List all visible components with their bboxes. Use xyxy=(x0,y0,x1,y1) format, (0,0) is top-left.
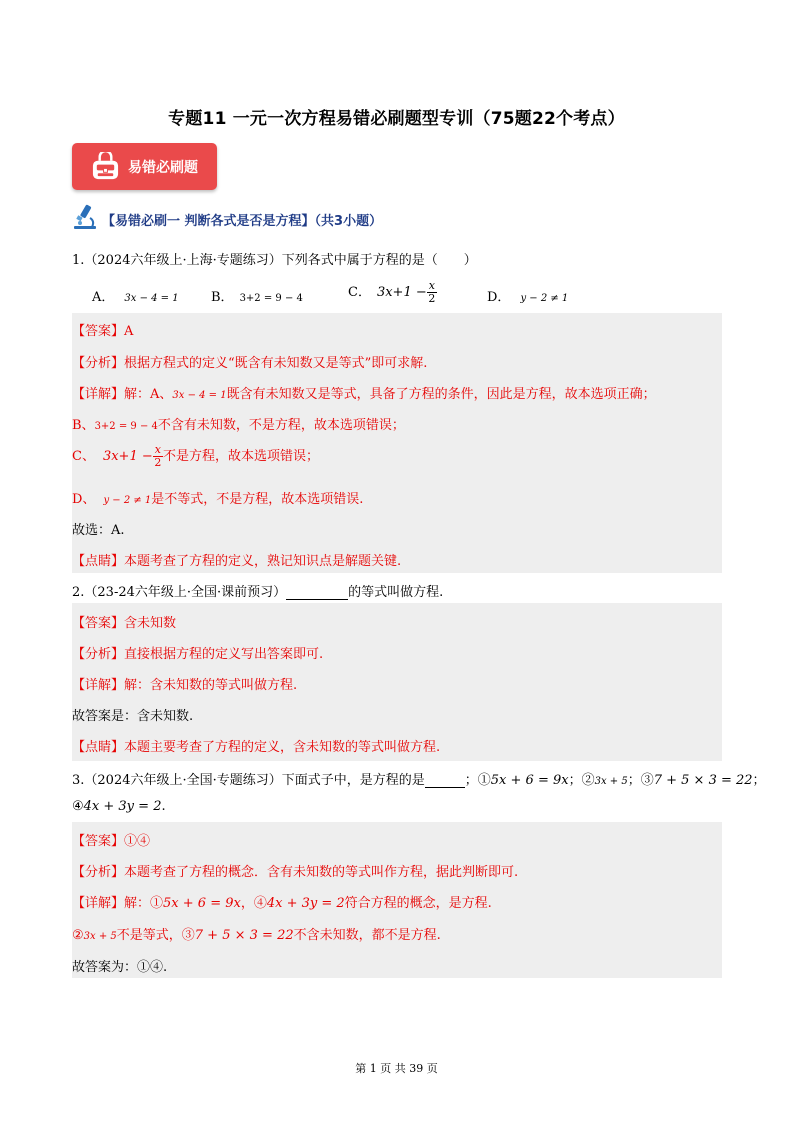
q1-answer-line: 【答案】A xyxy=(72,324,134,339)
badge-label: 易错必刷题 xyxy=(128,160,198,176)
option-c-label: C． xyxy=(348,285,371,300)
q3-answer-blank[interactable] xyxy=(425,773,465,788)
q3-answer-line: 【答案】①④ xyxy=(72,834,151,849)
q3-conclusion-line: 故答案为：①④. xyxy=(72,960,168,975)
question-1-stem: 1.（2024六年级上·上海·专题练习）下列各式中属于方程的是（ ） xyxy=(72,253,477,268)
q2-answer-blank[interactable] xyxy=(286,585,348,600)
option-b-label: B． xyxy=(211,290,234,305)
option-d-expr: y − 2 ≠ 1 xyxy=(520,293,569,304)
q1-choose-line: 故选：A. xyxy=(72,523,125,538)
section-heading-text: 【易错必刷一 判断各式是否是方程】（共3小题） xyxy=(102,214,383,229)
q2-analysis-line: 【分析】直接根据方程的定义写出答案即可. xyxy=(72,647,324,662)
q2-conclusion-line: 故答案是：含未知数. xyxy=(72,709,194,724)
q1-line-d: D、 y − 2 ≠ 1是不等式，不是方程，故本选项错误. xyxy=(72,492,364,507)
option-c-expr: 3x+1 − xyxy=(376,285,427,300)
q1-comment-line: 【点睛】本题考查了方程的定义，熟记知识点是解题关键. xyxy=(72,554,402,569)
option-d xyxy=(487,286,568,305)
question-3-stem-line-2: ④4x + 3y = 2. xyxy=(72,799,166,814)
page-title: 专题11 一元一次方程易错必刷题型专训（75题22个考点） xyxy=(168,109,625,129)
option-a xyxy=(92,286,179,305)
q2-detail-line: 【详解】解：含未知数的等式叫做方程. xyxy=(72,678,298,693)
q1-line-c-fraction: $\frac{x}{2}$ xyxy=(154,443,162,469)
q2-answer-line: 【答案】含未知数 xyxy=(72,616,177,631)
q1-detail-line: 【详解】解：A、3x − 4 = 1既含有未知数又是等式，具备了方程的条件，因此是方程，故本选项正确； xyxy=(72,387,656,402)
page-number: 第 1 页 共 39 页 xyxy=(355,1062,438,1075)
option-b-expr: 3+2 = 9 − 4 xyxy=(239,293,303,304)
option-a-expr: 3x − 4 = 1 xyxy=(124,293,179,304)
question-2-stem: 2.（23-24六年级上·全国·课前预习） 的等式叫做方程. xyxy=(72,585,444,600)
option-b xyxy=(211,286,303,305)
question-3-stem: 3.（2024六年级上·全国·专题练习）下面式子中，是方程的是 ；①5x + 6 = 9x；②3x + 5；③7 + 5 × 3 = 22； xyxy=(72,773,766,788)
schoolbag-icon xyxy=(91,152,120,181)
q1-line-b: B、3+2 = 9 − 4不含有未知数，不是方程，故本选项错误； xyxy=(72,418,405,433)
error-prone-badge xyxy=(72,143,217,190)
option-d-label: D． xyxy=(487,290,511,305)
q2-comment-line: 【点睛】本题主要考查了方程的定义，含未知数的等式叫做方程. xyxy=(72,740,441,755)
q3-detail-line: 【详解】解：①5x + 6 = 9x，④4x + 3y = 2符合方程的概念，是方程. xyxy=(72,896,492,911)
q3-line-2: ②3x + 5不是等式，③7 + 5 × 3 = 22不含未知数，都不是方程. xyxy=(72,928,441,943)
microscope-icon xyxy=(72,203,98,231)
q1-line-c: C、 3x+1 − $\frac{x}{2}$ 不是方程，故本选项错误； xyxy=(72,443,319,469)
option-a-label: A． xyxy=(92,290,115,305)
q3-analysis-line: 【分析】本题考查了方程的概念．含有未知数的等式叫作方程，据此判断即可. xyxy=(72,865,519,880)
option-c xyxy=(348,280,437,305)
option-c-fraction: $\frac{x}{2}$ xyxy=(428,279,436,305)
q1-analysis-line: 【分析】根据方程式的定义“既含有未知数又是等式”即可求解. xyxy=(72,356,428,371)
